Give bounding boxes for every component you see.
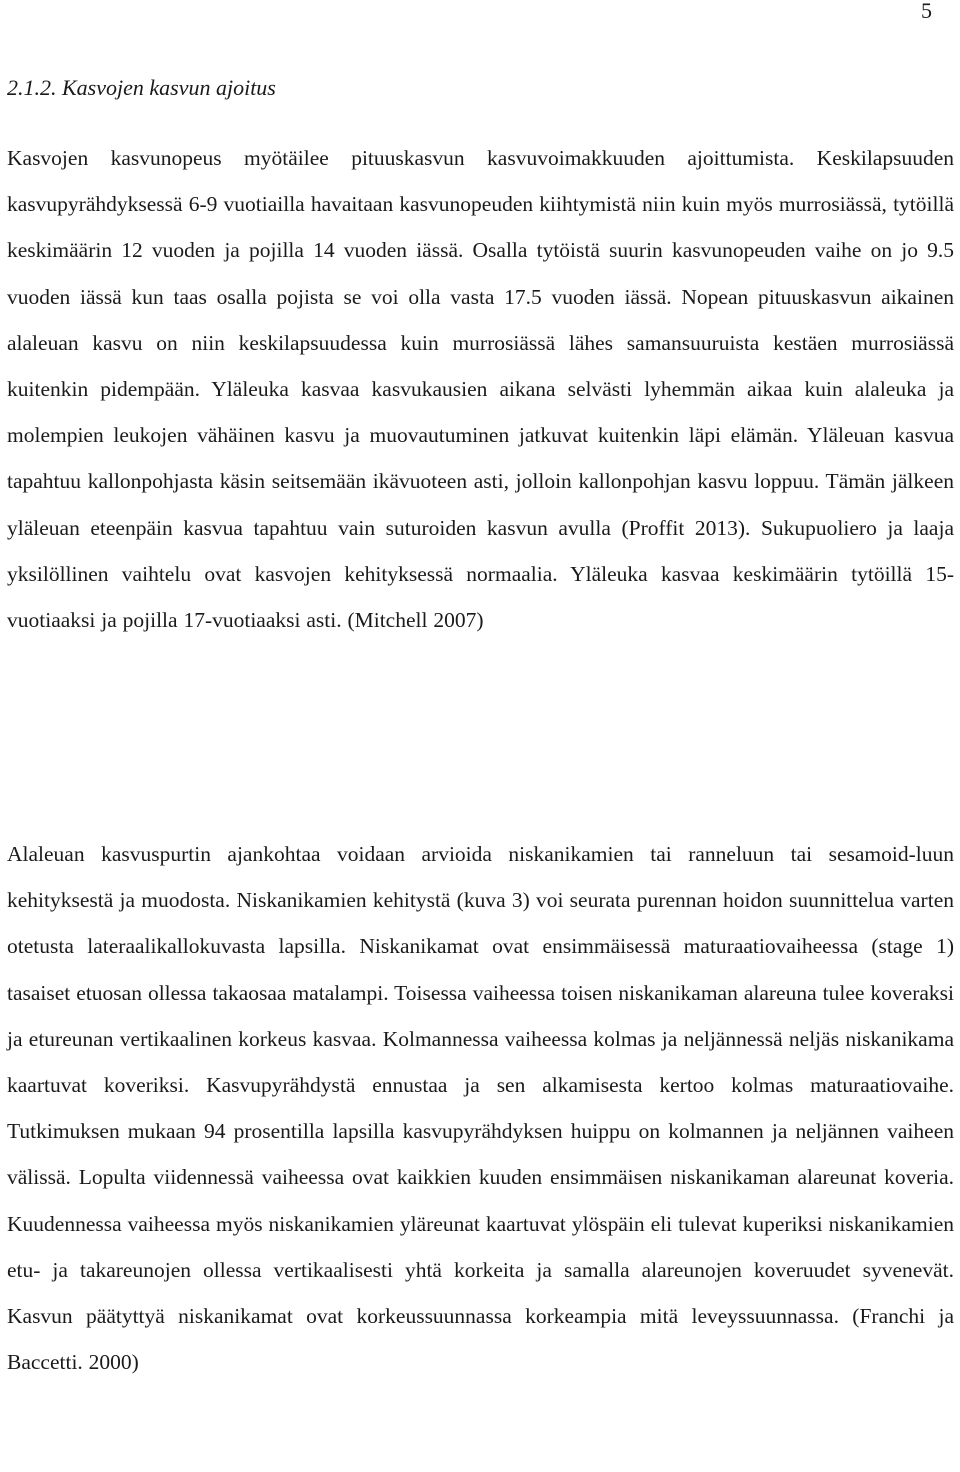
section-heading: 2.1.2. Kasvojen kasvun ajoitus <box>7 75 276 100</box>
body-paragraph-1: Kasvojen kasvunopeus myötäilee pituuskasvun kasvuvoimakkuuden ajoittumista. Keskilapsuuden kasvupyrähdyksessä 6-9 vuotiailla havaitaan kasvunopeuden kiihtymistä niin kuin myös murrosiässä, tytöillä keskimäärin 12 vuoden ja pojilla 14 vuoden iässä. Osalla tytöistä suurin kasvunopeuden vaihe on jo 9.5 vuoden iässä kun taas osalla pojista se voi olla vasta 17.5 vuoden iässä. Nopean pituuskasvun aikainen alaleuan kasvu on niin keskilapsuudessa kuin murrosiässä lähes samansuuruista kestäen murrosiässä kuitenkin pidempään. Yläleuka kasvaa kasvukausien aikana selvästi lyhemmän aikaa kuin alaleuka ja molempien leukojen vähäinen kasvu ja muovautuminen jatkuvat kuitenkin läpi elämän. Yläleuan kasvua tapahtuu kallonpohjasta käsin seitsemään ikävuoteen asti, jolloin kallonpohjan kasvu loppuu. Tämän jälkeen yläleuan eteenpäin kasvua tapahtuu vain suturoiden kasvun avulla (Proffit 2013). Sukupuoliero ja laaja yksilöllinen vaihtelu ovat kasvojen kehityksessä normaalia. Yläleuka kasvaa keskimäärin tytöillä 15-vuotiaaksi ja pojilla 17-vuotiaaksi asti. (Mitchell 2007) <box>7 146 954 633</box>
body-paragraph-2: Alaleuan kasvuspurtin ajankohtaa voidaan arvioida niskanikamien tai ranneluun tai sesamoid-luun kehityksestä ja muodosta. Niskanikamien kehitystä (kuva 3) voi seurata purennan hoidon suunnittelua varten otetusta lateraalikallokuvasta lapsilla. Niskanikamat ovat ensimmäisessä maturaatiovaiheessa (stage 1) tasaiset etuosan ollessa takaosaa matalampi. Toisessa vaiheessa toisen niskanikaman alareuna tulee koveraksi ja etureunan vertikaalinen korkeus kasvaa. Kolmannessa vaiheessa kolmas ja neljännessä neljäs niskanikama kaartuvat koveriksi. Kasvupyrähdystä ennustaa ja sen alkamisesta kertoo kolmas maturaatiovaihe. Tutkimuksen mukaan 94 prosentilla lapsilla kasvupyrähdyksen huippu on kolmannen ja neljännen vaiheen välissä. Lopulta viidennessä vaiheessa ovat kaikkien kuuden ensimmäisen niskanikaman alareunat koveria. Kuudennessa vaiheessa myös niskanikamien yläreunat kaartuvat ylöspäin eli tulevat kuperiksi niskanikamien etu- ja takareunojen ollessa vertikaalisesti yhtä korkeita ja samalla alareunojen koveruudet syvenevät. Kasvun päätyttyä niskanikamat ovat korkeussuunnassa korkeampia mitä leveyssuunnassa. (Franchi ja Baccetti. 2000) <box>7 842 954 1375</box>
page-number: 5 <box>921 0 932 23</box>
